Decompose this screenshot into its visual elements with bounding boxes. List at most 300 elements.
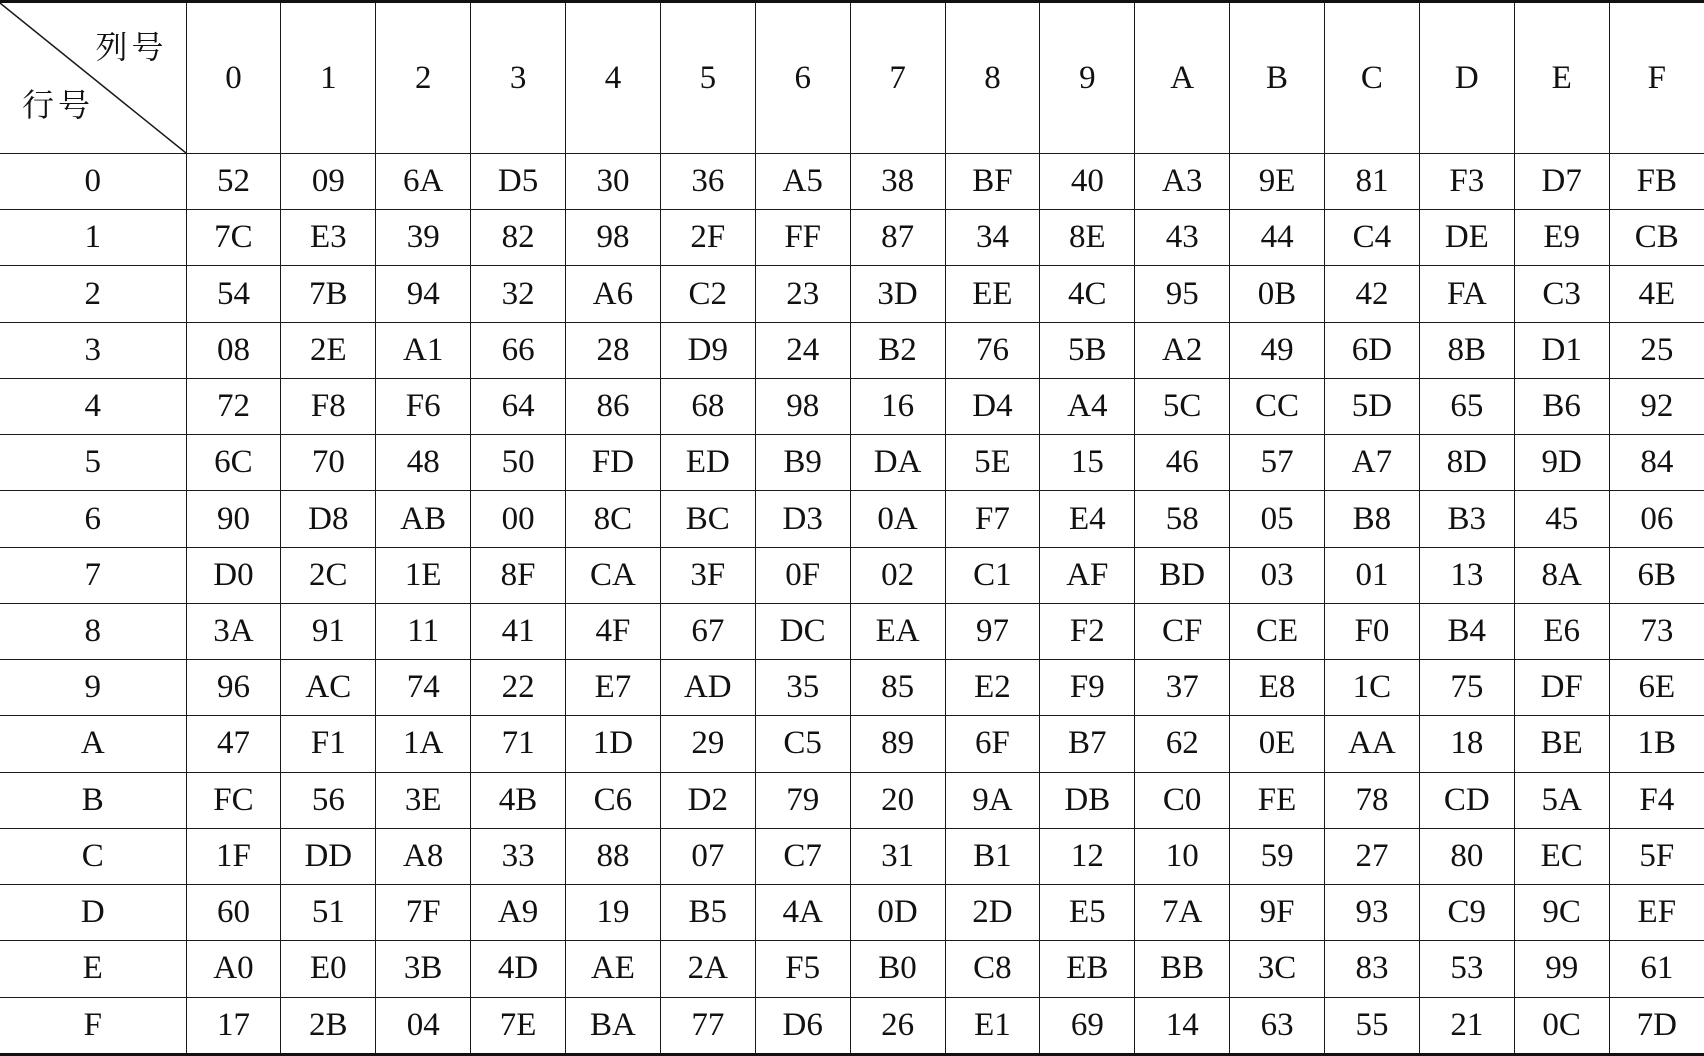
table-cell: 7F: [376, 885, 471, 941]
table-cell: DC: [755, 603, 850, 659]
table-cell: 30: [566, 154, 661, 210]
table-cell: AA: [1325, 716, 1420, 772]
table-cell: A0: [186, 941, 281, 997]
table-cell: D7: [1514, 154, 1609, 210]
table-row: [0, 997, 1704, 1054]
table-cell: 44: [1230, 210, 1325, 266]
table-cell: B9: [755, 435, 850, 491]
table-cell: 47: [186, 716, 281, 772]
row-header: 9: [0, 660, 186, 716]
table-cell: D1: [1514, 322, 1609, 378]
table-cell: 05: [1230, 491, 1325, 547]
table-cell: 5A: [1514, 772, 1609, 828]
table-cell: 73: [1609, 603, 1704, 659]
table-cell: 3D: [850, 266, 945, 322]
table-cell: 22: [471, 660, 566, 716]
table-cell: 2E: [281, 322, 376, 378]
table-cell: DD: [281, 828, 376, 884]
table-cell: 5B: [1040, 322, 1135, 378]
table-cell: 66: [471, 322, 566, 378]
table-cell: CF: [1135, 603, 1230, 659]
table-cell: F7: [945, 491, 1040, 547]
row-header: 2: [0, 266, 186, 322]
table-cell: D9: [660, 322, 755, 378]
table-cell: 19: [566, 885, 661, 941]
table-cell: 8C: [566, 491, 661, 547]
table-cell: 83: [1325, 941, 1420, 997]
table-cell: 24: [755, 322, 850, 378]
table-cell: 37: [1135, 660, 1230, 716]
row-header: 6: [0, 491, 186, 547]
table-cell: 5C: [1135, 378, 1230, 434]
table-cell: 04: [376, 997, 471, 1054]
table-cell: AC: [281, 660, 376, 716]
table-row: [0, 266, 1704, 322]
table-cell: CC: [1230, 378, 1325, 434]
table-cell: 45: [1514, 491, 1609, 547]
table-cell: FE: [1230, 772, 1325, 828]
table-cell: 2C: [281, 547, 376, 603]
table-cell: CA: [566, 547, 661, 603]
table-cell: 07: [660, 828, 755, 884]
table-cell: E0: [281, 941, 376, 997]
table-cell: 62: [1135, 716, 1230, 772]
table-cell: C9: [1419, 885, 1514, 941]
table-cell: A4: [1040, 378, 1135, 434]
table-cell: 1A: [376, 716, 471, 772]
row-header: 3: [0, 322, 186, 378]
table-cell: 95: [1135, 266, 1230, 322]
table-cell: CD: [1419, 772, 1514, 828]
table-cell: 36: [660, 154, 755, 210]
table-cell: FF: [755, 210, 850, 266]
table-cell: EB: [1040, 941, 1135, 997]
table-cell: 80: [1419, 828, 1514, 884]
table-cell: 86: [566, 378, 661, 434]
table-row: [0, 210, 1704, 266]
table-cell: B1: [945, 828, 1040, 884]
table-cell: D0: [186, 547, 281, 603]
table-cell: B4: [1419, 603, 1514, 659]
corner-header-cell: [0, 2, 186, 154]
column-header: 9: [1040, 2, 1135, 154]
table-cell: 8E: [1040, 210, 1135, 266]
table-cell: EA: [850, 603, 945, 659]
table-cell: 2D: [945, 885, 1040, 941]
table-cell: E1: [945, 997, 1040, 1054]
table-cell: 7C: [186, 210, 281, 266]
table-row: [0, 322, 1704, 378]
table-cell: 88: [566, 828, 661, 884]
column-header: 0: [186, 2, 281, 154]
table-cell: D2: [660, 772, 755, 828]
table-cell: 08: [186, 322, 281, 378]
table-cell: ED: [660, 435, 755, 491]
table-cell: DB: [1040, 772, 1135, 828]
column-header: A: [1135, 2, 1230, 154]
table-cell: BB: [1135, 941, 1230, 997]
table-cell: 6A: [376, 154, 471, 210]
table-cell: 02: [850, 547, 945, 603]
row-header: B: [0, 772, 186, 828]
table-cell: 46: [1135, 435, 1230, 491]
table-cell: BF: [945, 154, 1040, 210]
table-cell: E4: [1040, 491, 1135, 547]
table-cell: 1B: [1609, 716, 1704, 772]
table-cell: 51: [281, 885, 376, 941]
table-row: [0, 378, 1704, 434]
table-cell: F5: [755, 941, 850, 997]
table-cell: 0B: [1230, 266, 1325, 322]
table-cell: E2: [945, 660, 1040, 716]
table-cell: 00: [471, 491, 566, 547]
table-cell: 91: [281, 603, 376, 659]
table-cell: C8: [945, 941, 1040, 997]
table-cell: FD: [566, 435, 661, 491]
table-cell: 96: [186, 660, 281, 716]
table-cell: 67: [660, 603, 755, 659]
table-cell: FC: [186, 772, 281, 828]
header-row: [0, 2, 1704, 154]
table-cell: A1: [376, 322, 471, 378]
table-cell: 17: [186, 997, 281, 1054]
table-cell: BE: [1514, 716, 1609, 772]
table-cell: 01: [1325, 547, 1420, 603]
column-header: 6: [755, 2, 850, 154]
table-cell: 13: [1419, 547, 1514, 603]
table-cell: A9: [471, 885, 566, 941]
table-cell: 06: [1609, 491, 1704, 547]
table-cell: E9: [1514, 210, 1609, 266]
table-cell: 8A: [1514, 547, 1609, 603]
row-header: F: [0, 997, 186, 1054]
table-cell: 2A: [660, 941, 755, 997]
table-cell: 34: [945, 210, 1040, 266]
table-cell: 35: [755, 660, 850, 716]
table-cell: 64: [471, 378, 566, 434]
table-cell: 27: [1325, 828, 1420, 884]
row-header: C: [0, 828, 186, 884]
table-cell: F1: [281, 716, 376, 772]
table-cell: 9E: [1230, 154, 1325, 210]
table-cell: 94: [376, 266, 471, 322]
table-row: [0, 941, 1704, 997]
table-cell: 77: [660, 997, 755, 1054]
table-cell: 85: [850, 660, 945, 716]
table-cell: 89: [850, 716, 945, 772]
table-cell: 23: [755, 266, 850, 322]
table-cell: 4D: [471, 941, 566, 997]
table-cell: 4E: [1609, 266, 1704, 322]
table-cell: AB: [376, 491, 471, 547]
table-cell: 97: [945, 603, 1040, 659]
column-header: D: [1419, 2, 1514, 154]
table-cell: 52: [186, 154, 281, 210]
table-cell: C7: [755, 828, 850, 884]
table-cell: 0F: [755, 547, 850, 603]
table-cell: 61: [1609, 941, 1704, 997]
table-cell: EF: [1609, 885, 1704, 941]
table-cell: C5: [755, 716, 850, 772]
table-cell: 9D: [1514, 435, 1609, 491]
row-number-label: 行号: [22, 86, 95, 124]
table-cell: C3: [1514, 266, 1609, 322]
table-cell: 14: [1135, 997, 1230, 1054]
table-cell: D4: [945, 378, 1040, 434]
table-cell: F6: [376, 378, 471, 434]
table-cell: 0E: [1230, 716, 1325, 772]
table-cell: D3: [755, 491, 850, 547]
table-cell: 0C: [1514, 997, 1609, 1054]
table-cell: 7A: [1135, 885, 1230, 941]
table-cell: 25: [1609, 322, 1704, 378]
table-cell: 12: [1040, 828, 1135, 884]
table-cell: E5: [1040, 885, 1135, 941]
table-cell: 54: [186, 266, 281, 322]
row-header: D: [0, 885, 186, 941]
row-header: 1: [0, 210, 186, 266]
column-header: F: [1609, 2, 1704, 154]
table-cell: 53: [1419, 941, 1514, 997]
row-header: 5: [0, 435, 186, 491]
column-header: 2: [376, 2, 471, 154]
table-cell: A3: [1135, 154, 1230, 210]
table-cell: 72: [186, 378, 281, 434]
table-cell: 48: [376, 435, 471, 491]
table-cell: 87: [850, 210, 945, 266]
table-cell: 6F: [945, 716, 1040, 772]
table-cell: 16: [850, 378, 945, 434]
table-cell: C6: [566, 772, 661, 828]
table-cell: 38: [850, 154, 945, 210]
table-cell: CB: [1609, 210, 1704, 266]
table-cell: 4F: [566, 603, 661, 659]
column-header: 8: [945, 2, 1040, 154]
table-cell: 4B: [471, 772, 566, 828]
table-cell: 70: [281, 435, 376, 491]
table-cell: C1: [945, 547, 1040, 603]
table-cell: 92: [1609, 378, 1704, 434]
table-cell: 57: [1230, 435, 1325, 491]
table-cell: BD: [1135, 547, 1230, 603]
table-cell: 31: [850, 828, 945, 884]
table-cell: 09: [281, 154, 376, 210]
table-cell: FA: [1419, 266, 1514, 322]
row-header: E: [0, 941, 186, 997]
table-cell: 8F: [471, 547, 566, 603]
table-cell: EE: [945, 266, 1040, 322]
table-cell: 56: [281, 772, 376, 828]
table-cell: F0: [1325, 603, 1420, 659]
table-cell: 2F: [660, 210, 755, 266]
table-cell: 9F: [1230, 885, 1325, 941]
table-cell: 90: [186, 491, 281, 547]
table-cell: 49: [1230, 322, 1325, 378]
column-header: 7: [850, 2, 945, 154]
table-cell: CE: [1230, 603, 1325, 659]
table-cell: 20: [850, 772, 945, 828]
table-cell: 99: [1514, 941, 1609, 997]
table-cell: DA: [850, 435, 945, 491]
table-cell: 9C: [1514, 885, 1609, 941]
table-cell: 7E: [471, 997, 566, 1054]
table-cell: D5: [471, 154, 566, 210]
table-cell: 26: [850, 997, 945, 1054]
table-cell: C2: [660, 266, 755, 322]
table-cell: AD: [660, 660, 755, 716]
table-cell: 0D: [850, 885, 945, 941]
row-header: 4: [0, 378, 186, 434]
table-cell: 6C: [186, 435, 281, 491]
table-cell: EC: [1514, 828, 1609, 884]
row-header: A: [0, 716, 186, 772]
table-row: [0, 885, 1704, 941]
table-cell: 0A: [850, 491, 945, 547]
table-cell: 98: [755, 378, 850, 434]
table-cell: E8: [1230, 660, 1325, 716]
table-cell: 40: [1040, 154, 1135, 210]
table-cell: 03: [1230, 547, 1325, 603]
table-cell: 3F: [660, 547, 755, 603]
table-cell: 42: [1325, 266, 1420, 322]
table-cell: 98: [566, 210, 661, 266]
table-cell: FB: [1609, 154, 1704, 210]
table-cell: A7: [1325, 435, 1420, 491]
table-row: [0, 716, 1704, 772]
table-cell: 15: [1040, 435, 1135, 491]
table-row: [0, 547, 1704, 603]
table-cell: 3A: [186, 603, 281, 659]
table-cell: 2B: [281, 997, 376, 1054]
table-body: [0, 154, 1704, 1055]
table-cell: 3E: [376, 772, 471, 828]
table-cell: F8: [281, 378, 376, 434]
table-cell: 11: [376, 603, 471, 659]
table-cell: 79: [755, 772, 850, 828]
table-cell: 71: [471, 716, 566, 772]
table-cell: 18: [1419, 716, 1514, 772]
column-header: 1: [281, 2, 376, 154]
column-header: C: [1325, 2, 1420, 154]
table-cell: 93: [1325, 885, 1420, 941]
table-cell: 81: [1325, 154, 1420, 210]
table-cell: F4: [1609, 772, 1704, 828]
table-cell: A5: [755, 154, 850, 210]
table-row: [0, 828, 1704, 884]
diagonal-divider: [0, 3, 186, 153]
table-cell: 1D: [566, 716, 661, 772]
table-cell: 68: [660, 378, 755, 434]
row-header: 0: [0, 154, 186, 210]
table-cell: 74: [376, 660, 471, 716]
table-row: [0, 772, 1704, 828]
table-cell: B3: [1419, 491, 1514, 547]
table-cell: 60: [186, 885, 281, 941]
table-cell: AE: [566, 941, 661, 997]
table-cell: E3: [281, 210, 376, 266]
table-cell: 4C: [1040, 266, 1135, 322]
table-cell: 76: [945, 322, 1040, 378]
table-cell: 82: [471, 210, 566, 266]
table-cell: B6: [1514, 378, 1609, 434]
table-cell: 1F: [186, 828, 281, 884]
table-cell: C4: [1325, 210, 1420, 266]
table-cell: 84: [1609, 435, 1704, 491]
table-cell: A2: [1135, 322, 1230, 378]
table-cell: 5F: [1609, 828, 1704, 884]
table-cell: 5E: [945, 435, 1040, 491]
table-cell: B5: [660, 885, 755, 941]
table-cell: 1E: [376, 547, 471, 603]
table-cell: 3C: [1230, 941, 1325, 997]
table-cell: 32: [471, 266, 566, 322]
column-number-label: 列号: [95, 28, 168, 66]
table-cell: 6B: [1609, 547, 1704, 603]
table-cell: 8D: [1419, 435, 1514, 491]
table-cell: 65: [1419, 378, 1514, 434]
table-cell: E6: [1514, 603, 1609, 659]
table-cell: 50: [471, 435, 566, 491]
table-cell: D6: [755, 997, 850, 1054]
table-cell: 1C: [1325, 660, 1420, 716]
table-row: [0, 491, 1704, 547]
row-header: 7: [0, 547, 186, 603]
column-header: 5: [660, 2, 755, 154]
table-row: [0, 435, 1704, 491]
table-cell: 28: [566, 322, 661, 378]
table-cell: B7: [1040, 716, 1135, 772]
table-cell: A8: [376, 828, 471, 884]
table-cell: 7B: [281, 266, 376, 322]
table-row: [0, 603, 1704, 659]
table-cell: AF: [1040, 547, 1135, 603]
table-cell: B0: [850, 941, 945, 997]
table-cell: 33: [471, 828, 566, 884]
table-cell: DF: [1514, 660, 1609, 716]
table-cell: 8B: [1419, 322, 1514, 378]
row-header: 8: [0, 603, 186, 659]
table-cell: DE: [1419, 210, 1514, 266]
table-cell: 6E: [1609, 660, 1704, 716]
column-header: 3: [471, 2, 566, 154]
column-header: 4: [566, 2, 661, 154]
table-cell: 4A: [755, 885, 850, 941]
table-cell: 58: [1135, 491, 1230, 547]
column-header: E: [1514, 2, 1609, 154]
table-cell: 75: [1419, 660, 1514, 716]
table-cell: F3: [1419, 154, 1514, 210]
table-cell: 55: [1325, 997, 1420, 1054]
table-cell: 6D: [1325, 322, 1420, 378]
table-cell: 59: [1230, 828, 1325, 884]
table-cell: B8: [1325, 491, 1420, 547]
table-cell: 63: [1230, 997, 1325, 1054]
table-cell: 29: [660, 716, 755, 772]
table-cell: 7D: [1609, 997, 1704, 1054]
table-cell: F9: [1040, 660, 1135, 716]
table-row: [0, 660, 1704, 716]
table-cell: B2: [850, 322, 945, 378]
table-cell: 78: [1325, 772, 1420, 828]
table-cell: 43: [1135, 210, 1230, 266]
column-header: B: [1230, 2, 1325, 154]
table-cell: 10: [1135, 828, 1230, 884]
table-cell: BC: [660, 491, 755, 547]
table-cell: 69: [1040, 997, 1135, 1054]
table-cell: A6: [566, 266, 661, 322]
table-cell: 21: [1419, 997, 1514, 1054]
table-cell: 41: [471, 603, 566, 659]
